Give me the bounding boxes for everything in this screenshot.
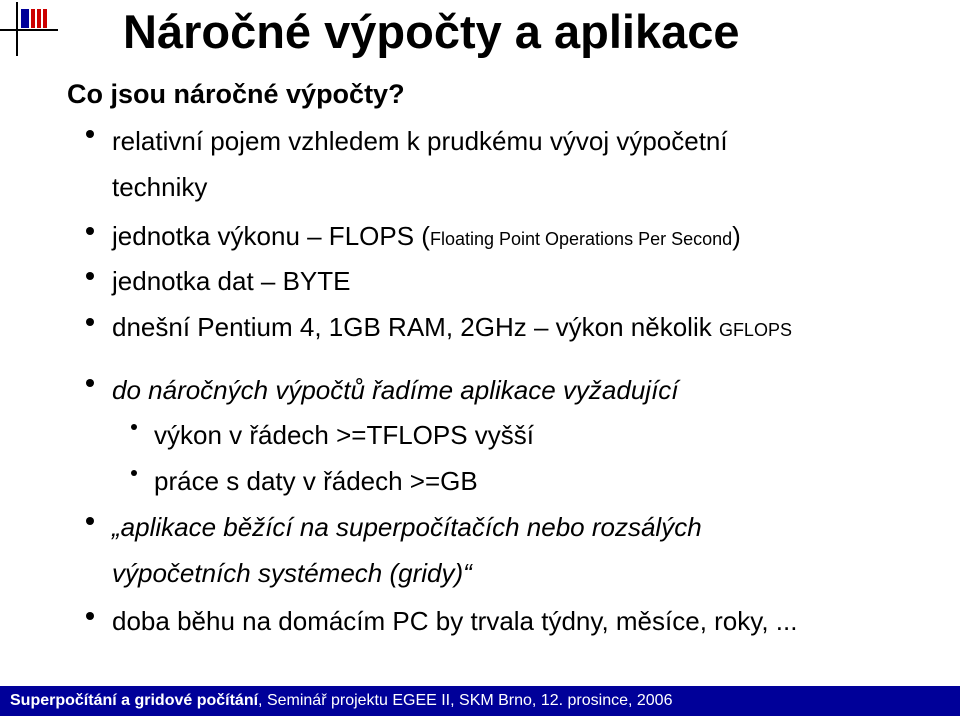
footer-details: , Seminář projektu EGEE II, SKM Brno, 12. prosince, 2006	[258, 692, 673, 709]
list-item: relativní pojem vzhledem k prudkému vývoj výpočetní	[112, 126, 728, 156]
sub-bullet-icon	[131, 470, 137, 476]
bullet-icon	[86, 227, 94, 235]
institution-logo-icon	[0, 0, 60, 60]
bullet-icon	[86, 272, 94, 280]
item-text: dnešní Pentium 4, 1GB RAM, 2GHz – výkon několik	[112, 312, 719, 342]
item-detail: Floating Point Operations Per Second	[429, 229, 733, 249]
bullet-icon	[86, 379, 94, 387]
footer-title: Superpočítání a gridové počítání	[10, 692, 259, 709]
list-item	[112, 310, 792, 347]
list-item	[112, 219, 741, 256]
list-item-continuation: techniky	[112, 172, 208, 202]
footer-bar	[0, 686, 960, 716]
list-item: do náročných výpočtů řadíme aplikace vyžadující	[112, 375, 679, 405]
sub-list-item: výkon v řádech >=TFLOPS vyšší	[154, 420, 535, 450]
list-item-continuation: výpočetních systémech (gridy)“	[112, 558, 472, 588]
bullet-icon	[86, 517, 94, 525]
page-title: Náročné výpočty a aplikace	[123, 5, 740, 58]
bullet-icon	[86, 612, 94, 620]
item-text: jednotka výkonu – FLOPS (	[112, 221, 430, 251]
bullet-icon	[86, 130, 94, 138]
item-suffix: )	[732, 221, 741, 251]
sub-list-item: práce s daty v řádech >=GB	[154, 466, 478, 496]
sub-bullet-icon	[131, 424, 137, 430]
item-detail: GFLOPS	[718, 320, 792, 340]
list-item: jednotka dat – BYTE	[112, 266, 351, 296]
bullet-icon	[86, 318, 94, 326]
section-heading: Co jsou náročné výpočty?	[67, 79, 405, 109]
list-item: doba běhu na domácím PC by trvala týdny, měsíce, roky, ...	[112, 606, 798, 636]
list-item: „aplikace běžící na superpočítačích nebo rozsálých	[112, 512, 702, 542]
footer-text	[10, 691, 672, 711]
